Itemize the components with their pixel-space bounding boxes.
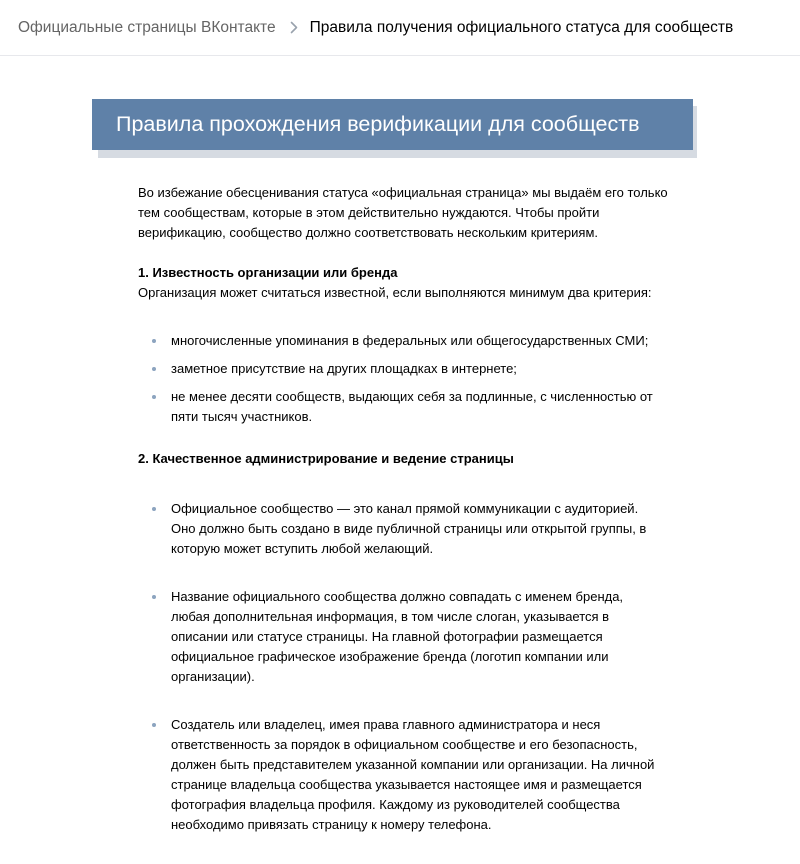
bullet-icon [152, 367, 156, 371]
admin-rules-list [138, 499, 668, 835]
bullet-icon [152, 339, 156, 343]
intro-text: Во избежание обесценивания статуса «официальная страница» мы выдаём его только тем сообществам, которые в этом действительно нуждаются. Чтобы пройти верификацию, сообщество должно соответствовать нескольким критериям. [138, 185, 668, 240]
list-item-text: не менее десяти сообществ, выдающих себя за подлинные, с численностью от пяти тысяч участников. [171, 389, 653, 424]
banner-title: Правила прохождения верификации для сообществ [92, 99, 693, 150]
breadcrumb [0, 0, 800, 56]
list-item-text: Официальное сообщество — это канал прямой коммуникации с аудиторией. Оно должно быть создано в виде публичной страницы или открытой группы, в которую может вступить любой желающий. [171, 501, 647, 556]
breadcrumb-current: Правила получения официального статуса для сообществ [309, 18, 734, 36]
bullet-icon [152, 595, 156, 599]
banner [92, 99, 697, 158]
list-item [138, 387, 668, 427]
list-item [138, 331, 668, 351]
bullet-icon [152, 507, 156, 511]
section-title: 1. Известность организации или бренда [138, 265, 398, 280]
breadcrumb-parent-link[interactable]: Официальные страницы ВКонтакте [18, 18, 276, 36]
list-item [138, 499, 668, 559]
bullet-icon [152, 395, 156, 399]
list-item-text: многочисленные упоминания в федеральных или общегосударственных СМИ; [171, 333, 649, 348]
list-item [138, 587, 668, 687]
article-content [138, 183, 668, 863]
list-item [138, 715, 668, 835]
list-item [138, 359, 668, 379]
list-item-text: Создатель или владелец, имея права главного администратора и неся ответственность за порядок в официальном сообществе и его безопасность, должен быть представителем указанной компании или организации. На личной странице владельца сообщества указывается настоящее имя и размещается фотография владельца профиля. Каждому из руководителей сообщества необходимо привязать страницу к номеру телефона. [171, 717, 655, 832]
list-item-text: Название официального сообщества должно совпадать с именем бренда, любая дополнительная информация, в том числе слоган, указывается в описании или статусе страницы. На главной фотографии размещается официальное графическое изображение бренда (логотип компании или организации). [171, 589, 624, 684]
bullet-icon [152, 723, 156, 727]
section-text: Организация может считаться известной, если выполняются минимум два критерия: [138, 285, 652, 300]
section-title: 2. Качественное администрирование и ведение страницы [138, 451, 514, 466]
chevron-right-icon [290, 21, 298, 34]
list-item-text: заметное присутствие на других площадках в интернете; [171, 361, 517, 376]
criteria-list [138, 331, 668, 427]
